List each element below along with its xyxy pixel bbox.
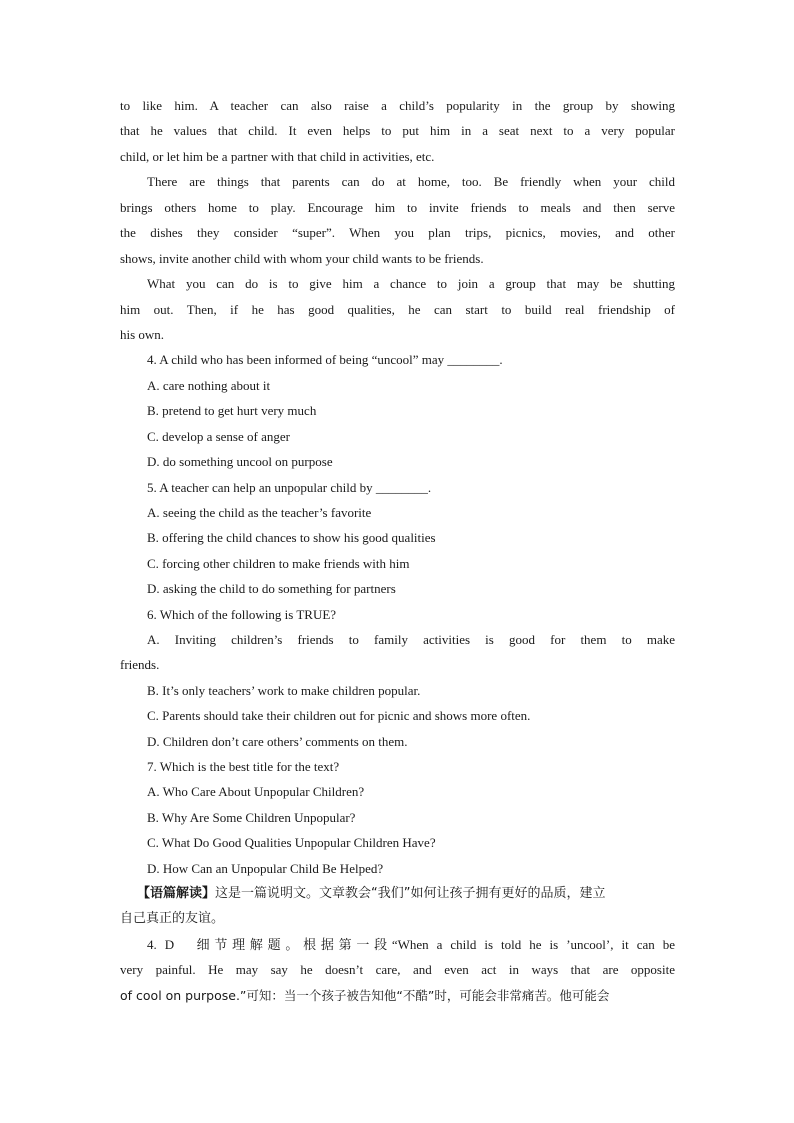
analysis-label: 【语篇解读】 bbox=[137, 886, 216, 901]
question-5-stem: 5. A teacher can help an unpopular child by ________. bbox=[147, 480, 432, 495]
answer-4-line-1: 4. D 细节理解题。根据第一段“When a child is told he is ’uncool’, it can be bbox=[147, 937, 675, 952]
question-7-stem: 7. Which is the best title for the text? bbox=[147, 759, 340, 774]
question-6-stem: 6. Which of the following is TRUE? bbox=[147, 607, 337, 622]
passage-line: There are things that parents can do at home, too. Be friendly when your child bbox=[147, 174, 675, 189]
passage-line: child, or let him be a partner with that child in activities, etc. bbox=[120, 149, 435, 164]
question-7-option-b: B. Why Are Some Children Unpopular? bbox=[147, 810, 356, 825]
question-5-option-a: A. seeing the child as the teacher’s favorite bbox=[147, 505, 372, 520]
question-7-option-c: C. What Do Good Qualities Unpopular Children Have? bbox=[147, 835, 436, 850]
analysis-line-1 bbox=[137, 881, 675, 906]
passage-line: him out. Then, if he has good qualities, he can start to build real friendship of bbox=[120, 302, 675, 317]
passage-line: his own. bbox=[120, 327, 165, 342]
question-5-option-c: C. forcing other children to make friends with him bbox=[147, 556, 410, 571]
question-5-option-d: D. asking the child to do something for partners bbox=[147, 581, 396, 596]
question-6-option-b: B. It’s only teachers’ work to make children popular. bbox=[147, 683, 421, 698]
question-4-option-a: A. care nothing about it bbox=[147, 378, 271, 393]
question-4-option-c: C. develop a sense of anger bbox=[147, 429, 290, 444]
question-7-option-a: A. Who Care About Unpopular Children? bbox=[147, 784, 365, 799]
passage-line: shows, invite another child with whom your child wants to be friends. bbox=[120, 251, 484, 266]
answer-4-line-3: of cool on purpose.”可知：当一个孩子被告知他“不酷”时，可能会非常痛苦。他可能会 bbox=[120, 988, 610, 1003]
analysis-line-2: 自己真正的友谊。 bbox=[120, 911, 225, 926]
passage-line: that he values that child. It even helps to put him in a seat next to a very popular bbox=[120, 123, 675, 138]
passage-line: brings others home to play. Encourage him to invite friends to meals and then serve bbox=[120, 200, 675, 215]
question-6-option-a-cont: friends. bbox=[120, 657, 160, 672]
passage-line: the dishes they consider “super”. When you plan trips, picnics, movies, and other bbox=[120, 225, 675, 240]
question-7-option-d: D. How Can an Unpopular Child Be Helped? bbox=[147, 861, 384, 876]
question-6-option-d: D. Children don’t care others’ comments on them. bbox=[147, 734, 408, 749]
question-6-option-a: A. Inviting children’s friends to family activities is good for them to make bbox=[147, 632, 675, 647]
question-4-stem: 4. A child who has been informed of being “uncool” may ________. bbox=[147, 352, 503, 367]
question-5-option-b: B. offering the child chances to show his good qualities bbox=[147, 530, 436, 545]
analysis-text: 这是一篇说明文。文章教会“我们”如何让孩子拥有更好的品质，建立 bbox=[215, 886, 606, 901]
passage-line: What you can do is to give him a chance to join a group that may be shutting bbox=[147, 276, 675, 291]
passage-line: to like him. A teacher can also raise a child’s popularity in the group by showing bbox=[120, 98, 675, 113]
answer-4-line-2: very painful. He may say he doesn’t care, and even act in ways that are opposite bbox=[120, 962, 675, 977]
question-6-option-c: C. Parents should take their children out for picnic and shows more often. bbox=[147, 708, 531, 723]
question-4-option-b: B. pretend to get hurt very much bbox=[147, 403, 317, 418]
question-4-option-d: D. do something uncool on purpose bbox=[147, 454, 333, 469]
